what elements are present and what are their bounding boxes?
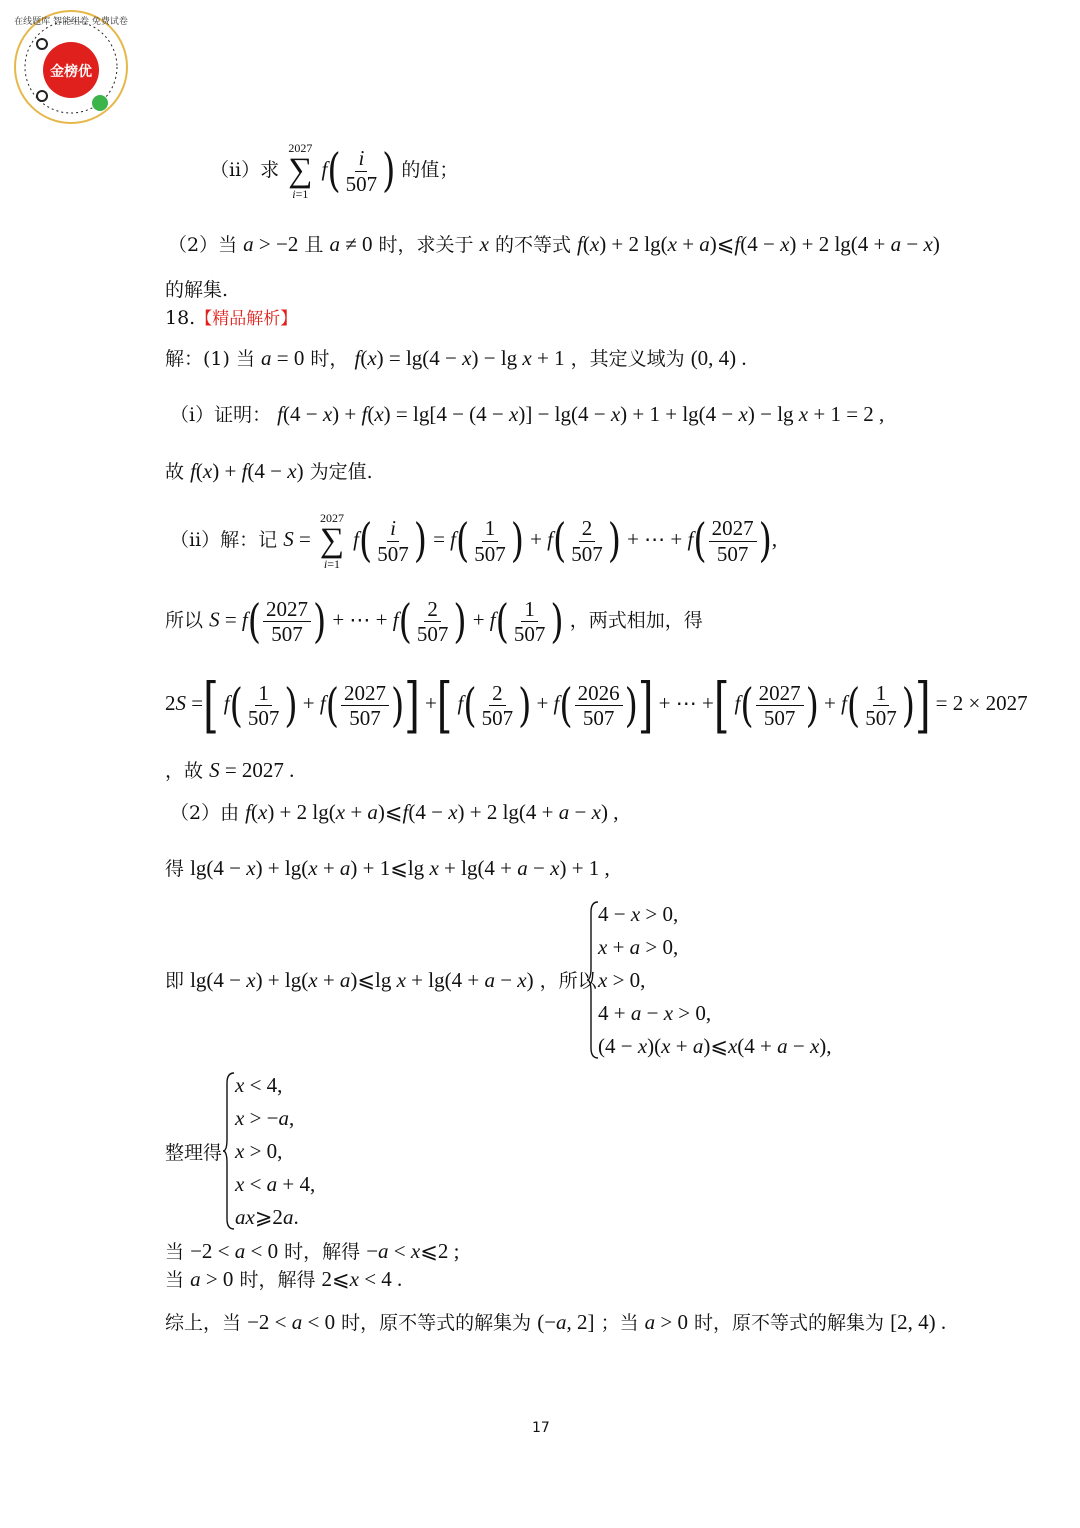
system-1-row: x + a > 0,	[598, 935, 679, 959]
case-positive: 当 a > 0 时，解得 2⩽x < 4 .	[165, 1267, 403, 1291]
sum-result: ，故 S = 2027 .	[165, 758, 295, 782]
case-negative: 当 −2 < a < 0 时，解得 −a < x⩽2 ;	[165, 1239, 460, 1263]
system-1-row: x > 0,	[598, 968, 646, 992]
page-number: 17	[532, 1420, 550, 1436]
system-2-row: ax⩾2a.	[235, 1205, 299, 1229]
system-2-row: x < 4,	[235, 1073, 283, 1097]
svg-text:金榜优: 金榜优	[50, 64, 92, 80]
proof-i: （ⅰ）证明： f(4 − x) + f(x) = lg[4 − (4 − x)] − lg(4 − x) + 1 + lg(4 − x) − lg x + 1 = 2 ,	[170, 402, 885, 426]
system-2-row: x > 0,	[235, 1139, 283, 1163]
conclusion-i: 故 f(x) + f(4 − x) 为定值.	[165, 459, 373, 483]
system-1-row: (4 − x)(x + a)⩽x(4 + a − x),	[598, 1034, 832, 1058]
system-1-row: 4 − x > 0,	[598, 902, 679, 926]
solution-1: 解：(1) 当 a = 0 时， f(x) = lg(4 − x) − lg x + 1 ，其定义域为 (0, 4) .	[165, 346, 747, 370]
solution-tag: 【精品解析】	[195, 309, 298, 329]
part-2-solution: （2）由 f(x) + 2 lg(x + a)⩽f(4 − x) + 2 lg(4 + a − x) ,	[170, 800, 619, 824]
system-2-row: x < a + 4,	[235, 1172, 316, 1196]
system-1-row: 4 + a − x > 0,	[598, 1001, 712, 1025]
system-2-row: x > −a,	[235, 1106, 295, 1130]
text: 的值；	[401, 159, 459, 181]
left-brace	[222, 1071, 236, 1231]
part-ii-question: （ⅱ）求 2027 ∑ i=1 f( $\frac{i}{507}$ ) 的值；	[210, 141, 459, 201]
solution-ii: （ⅱ）解：记 S = 2027 ∑ i=1 f( $\frac{i}{507}$ ) = f( $\frac{1}{507}$ ) + f( $\frac{2}{507}$ ) + ⋯ + f( $\frac{2027}{507}$ ),	[170, 511, 778, 571]
reverse-sum: 所以 S = f( $\frac{2027}{507}$ ) + ⋯ + f( $\frac{2}{507}$ ) + f( $\frac{1}{507}$ ) ，两式相加，得	[165, 594, 703, 649]
step-ji: 即 lg(4 − x) + lg(x + a)⩽lg x + lg(4 + a − x) ，所以	[165, 968, 597, 992]
final-summary: 综上，当 −2 < a < 0 时，原不等式的解集为 (−a, 2] ；当 a > 0 时，原不等式的解集为 [2, 4) .	[165, 1310, 947, 1334]
part-2-question: （2）当 a > −2 且 a ≠ 0 时，求关于 x 的不等式 f(x) + 2 lg(x + a)⩽f(4 − x) + 2 lg(4 + a − x)	[168, 232, 940, 256]
double-sum: 2S =[ f( $\frac{1}{507}$ ) + f( $\frac{2027}{507}$ )] +[ f( $\frac{2}{507}$ ) + f( $\frac{2026}{507}$ )] + ⋯ +[ f( $\frac{2027}{507}$ ) + f( $\frac{1}{507}$ )] = 2 × 2027	[165, 671, 1028, 741]
part-2-question-tail: 的解集.	[165, 279, 229, 301]
step-de: 得 lg(4 − x) + lg(x + a) + 1⩽lg x + lg(4 + a − x) + 1 ,	[165, 856, 610, 880]
step-zhengli: 整理得	[165, 1142, 223, 1164]
text: （ⅱ）求	[210, 159, 280, 181]
svg-text:在线题库 智能组卷 免费试卷: 在线题库 智能组卷 免费试卷	[14, 17, 128, 27]
logo-seal	[12, 8, 130, 126]
solution-header: 18.【精品解析】	[165, 307, 298, 329]
